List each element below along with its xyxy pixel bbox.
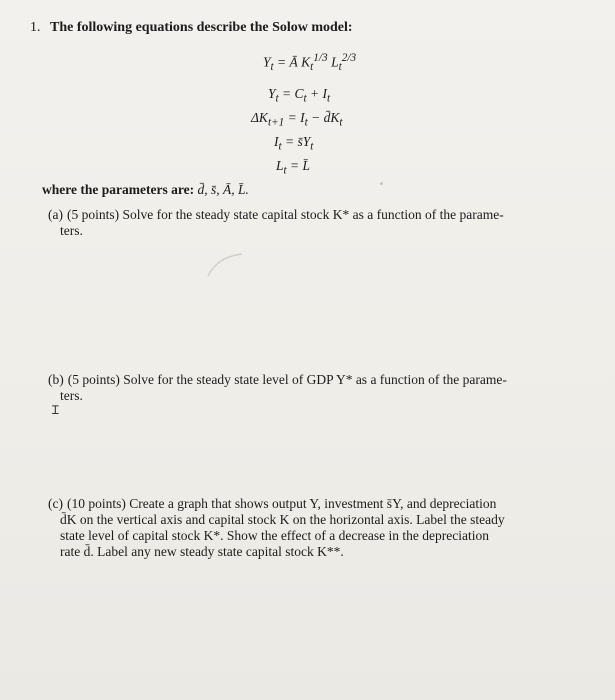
part-a [48, 207, 568, 239]
pencil-stroke [206, 250, 246, 280]
question-number: 1. [30, 20, 41, 35]
question-heading [30, 20, 353, 36]
part-c [48, 496, 564, 560]
parameters-values: d̄, s̄, Ā, L̄. [197, 182, 249, 197]
part-b-line2: ters. [60, 388, 83, 403]
parameters-line [42, 182, 249, 198]
part-a-line1: (5 points) Solve for the steady state capital stock K* as a function of the parame- [66, 207, 504, 222]
part-b-label: (b) [48, 372, 64, 387]
part-c-line1: (10 points) Create a graph that shows output Y, investment s̄Y, and depreciation [66, 496, 497, 511]
part-a-label: (a) [48, 207, 63, 222]
text-cursor-icon: Ɪ [52, 403, 59, 417]
parameters-label: where the parameters are: [42, 182, 195, 197]
part-a-line2: ters. [60, 223, 83, 238]
part-c-label: (c) [48, 496, 63, 511]
scan-speck [380, 182, 383, 185]
equation-investment: $I_t$ = $s̄Y_t$ [274, 134, 314, 153]
equation-resource-constraint: $Y_t = C_t + I_t$ [268, 86, 331, 105]
part-c-line4: rate d̄. Label any new steady state capital stock K**. [60, 544, 344, 559]
part-b [48, 372, 568, 404]
question-title: The following equations describe the Solow model: [50, 20, 353, 35]
equation-capital-accumulation: $\Delta K_{t+1} = I_t$ − $d̄K_t$ [251, 110, 343, 129]
part-b-line1: (5 points) Solve for the steady state level of GDP Y* as a function of the parame- [67, 372, 507, 387]
part-c-line2: d̄K on the vertical axis and capital stock K on the horizontal axis. Label the steady [60, 512, 505, 527]
equation-production-function: $Y_t$ = Ā $K_t^{1/3}$ $L_t^{2/3}$ [263, 52, 357, 74]
part-c-line3: state level of capital stock K*. Show the effect of a decrease in the depreciation [60, 528, 489, 543]
equation-labor: $L_t$ = L̄ [276, 158, 311, 177]
